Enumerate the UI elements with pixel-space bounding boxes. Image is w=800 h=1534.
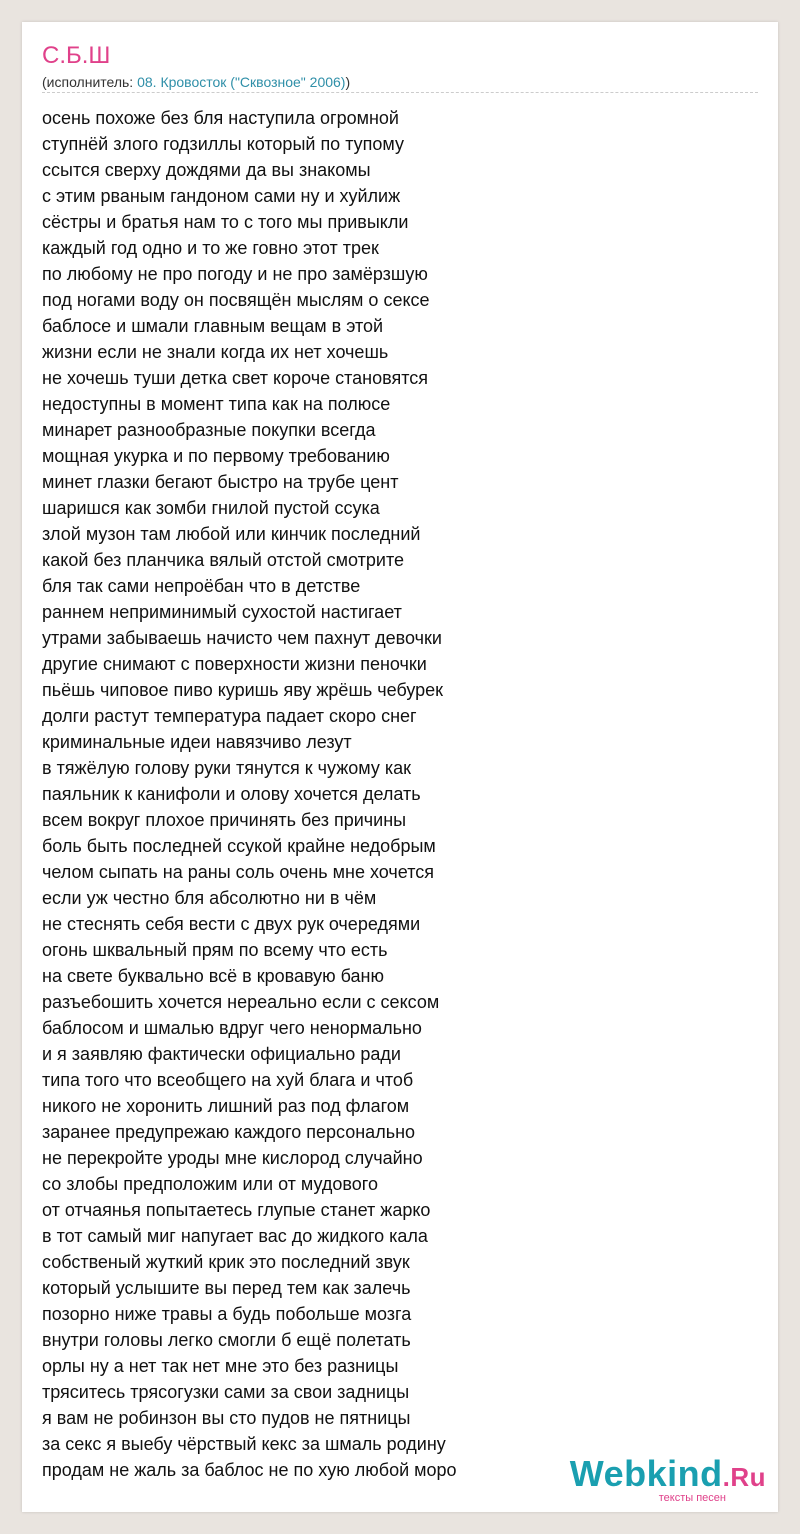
lyrics-line: боль быть последней ссукой крайне недобрым — [42, 836, 436, 856]
lyrics-line: с этим рваным гандоном сами ну и хуйлиж — [42, 186, 401, 206]
lyrics-line: под ногами воду он посвящён мыслям о сексе — [42, 290, 430, 310]
logo-name: Webkind — [569, 1453, 723, 1494]
lyrics-line: тряситесь трясогузки сами за свои задницы — [42, 1382, 410, 1402]
lyrics-line: злой музон там любой или кинчик последний — [42, 524, 421, 544]
lyrics-line: собственый жуткий крик это последний звук — [42, 1252, 410, 1272]
lyrics-line: в тот самый миг напугает вас до жидкого кала — [42, 1226, 428, 1246]
lyrics-line: всем вокруг плохое причинять без причины — [42, 810, 407, 830]
lyrics-line: разъебошить хочется нереально если с сексом — [42, 992, 440, 1012]
lyrics-line: челом сыпать на раны соль очень мне хочется — [42, 862, 435, 882]
lyrics-line: жизни если не знали когда их нет хочешь — [42, 342, 389, 362]
lyrics-line: в тяжёлую голову руки тянутся к чужому как — [42, 758, 411, 778]
lyrics-line: паяльник к канифоли и олову хочется делать — [42, 784, 421, 804]
lyrics-line: внутри головы легко смогли б ещё полетать — [42, 1330, 411, 1350]
lyrics-line: со злобы предположим или от мудового — [42, 1174, 378, 1194]
lyrics-line: баблосе и шмали главным вещам в этой — [42, 316, 384, 336]
lyrics-line: минарет разнообразные покупки всегда — [42, 420, 376, 440]
lyrics-line: не хочешь туши детка свет короче становятся — [42, 368, 428, 388]
lyrics-line: сёстры и братья нам то с того мы привыкли — [42, 212, 409, 232]
lyrics-line: продам не жаль за баблос не по хую любой моро — [42, 1460, 457, 1480]
lyrics-line: баблосом и шмалью вдруг чего ненормально — [42, 1018, 422, 1038]
artist-line — [42, 72, 350, 92]
lyrics-text — [42, 105, 457, 1483]
lyrics-line: я вам не робинзон вы сто пудов не пятницы — [42, 1408, 411, 1428]
lyrics-line: орлы ну а нет так нет мне это без разницы — [42, 1356, 399, 1376]
lyrics-line: раннем неприминимый сухостой настигает — [42, 602, 402, 622]
lyrics-line: огонь шквальный прям по всему что есть — [42, 940, 388, 960]
divider — [42, 92, 758, 93]
artist-link[interactable]: 08. Кровосток ("Сквозное" 2006) — [137, 74, 346, 90]
lyrics-line: типа того что всеобщего на хуй блага и чтоб — [42, 1070, 414, 1090]
lyrics-line: не стеснять себя вести с двух рук очередями — [42, 914, 421, 934]
lyrics-line: на свете буквально всё в кровавую баню — [42, 966, 384, 986]
site-logo[interactable] — [570, 1455, 766, 1504]
lyrics-line: не перекройте уроды мне кислород случайно — [42, 1148, 423, 1168]
lyrics-line: минет глазки бегают быстро на трубе цент — [42, 472, 399, 492]
lyrics-line: бля так сами непроёбан что в детстве — [42, 576, 361, 596]
lyrics-line: позорно ниже травы а будь побольше мозга — [42, 1304, 412, 1324]
lyrics-line: ссытся сверху дождями да вы знакомы — [42, 160, 371, 180]
lyrics-line: осень похоже без бля наступила огромной — [42, 108, 399, 128]
lyrics-line: который услышите вы перед тем как залечь — [42, 1278, 411, 1298]
artist-prefix: (исполнитель: — [42, 74, 138, 90]
lyrics-line: криминальные идеи навязчиво лезут — [42, 732, 352, 752]
lyrics-line: если уж честно бля абсолютно ни в чём — [42, 888, 377, 908]
song-title: С.Б.Ш — [42, 42, 111, 69]
lyrics-line: недоступны в момент типа как на полюсе — [42, 394, 391, 414]
lyrics-line: от отчаянья попытаетесь глупые станет жарко — [42, 1200, 431, 1220]
artist-suffix: ) — [345, 74, 351, 90]
lyrics-line: каждый год одно и то же говно этот трек — [42, 238, 379, 258]
lyrics-card — [22, 22, 778, 1512]
lyrics-line: и я заявляю фактически официально ради — [42, 1044, 401, 1064]
lyrics-line: другие снимают с поверхности жизни пеночки — [42, 654, 427, 674]
lyrics-line: какой без планчика вялый отстой смотрите — [42, 550, 405, 570]
lyrics-line: по любому не про погоду и не про замёрзшую — [42, 264, 428, 284]
lyrics-line: долги растут температура падает скоро снег — [42, 706, 417, 726]
logo-tld: .Ru — [722, 1462, 766, 1492]
lyrics-line: шаришся как зомби гнилой пустой ссука — [42, 498, 380, 518]
lyrics-line: пьёшь чиповое пиво куришь яву жрёшь чебурек — [42, 680, 444, 700]
lyrics-line: утрами забываешь начисто чем пахнут девочки — [42, 628, 442, 648]
lyrics-line: никого не хоронить лишний раз под флагом — [42, 1096, 410, 1116]
logo-tagline: тексты песен — [658, 1492, 726, 1504]
lyrics-line: мощная укурка и по первому требованию — [42, 446, 390, 466]
lyrics-line: за секс я выебу чёрствый кекс за шмаль родину — [42, 1434, 446, 1454]
lyrics-line: заранее предупрежаю каждого персонально — [42, 1122, 416, 1142]
lyrics-line: ступнёй злого годзиллы который по тупому — [42, 134, 404, 154]
